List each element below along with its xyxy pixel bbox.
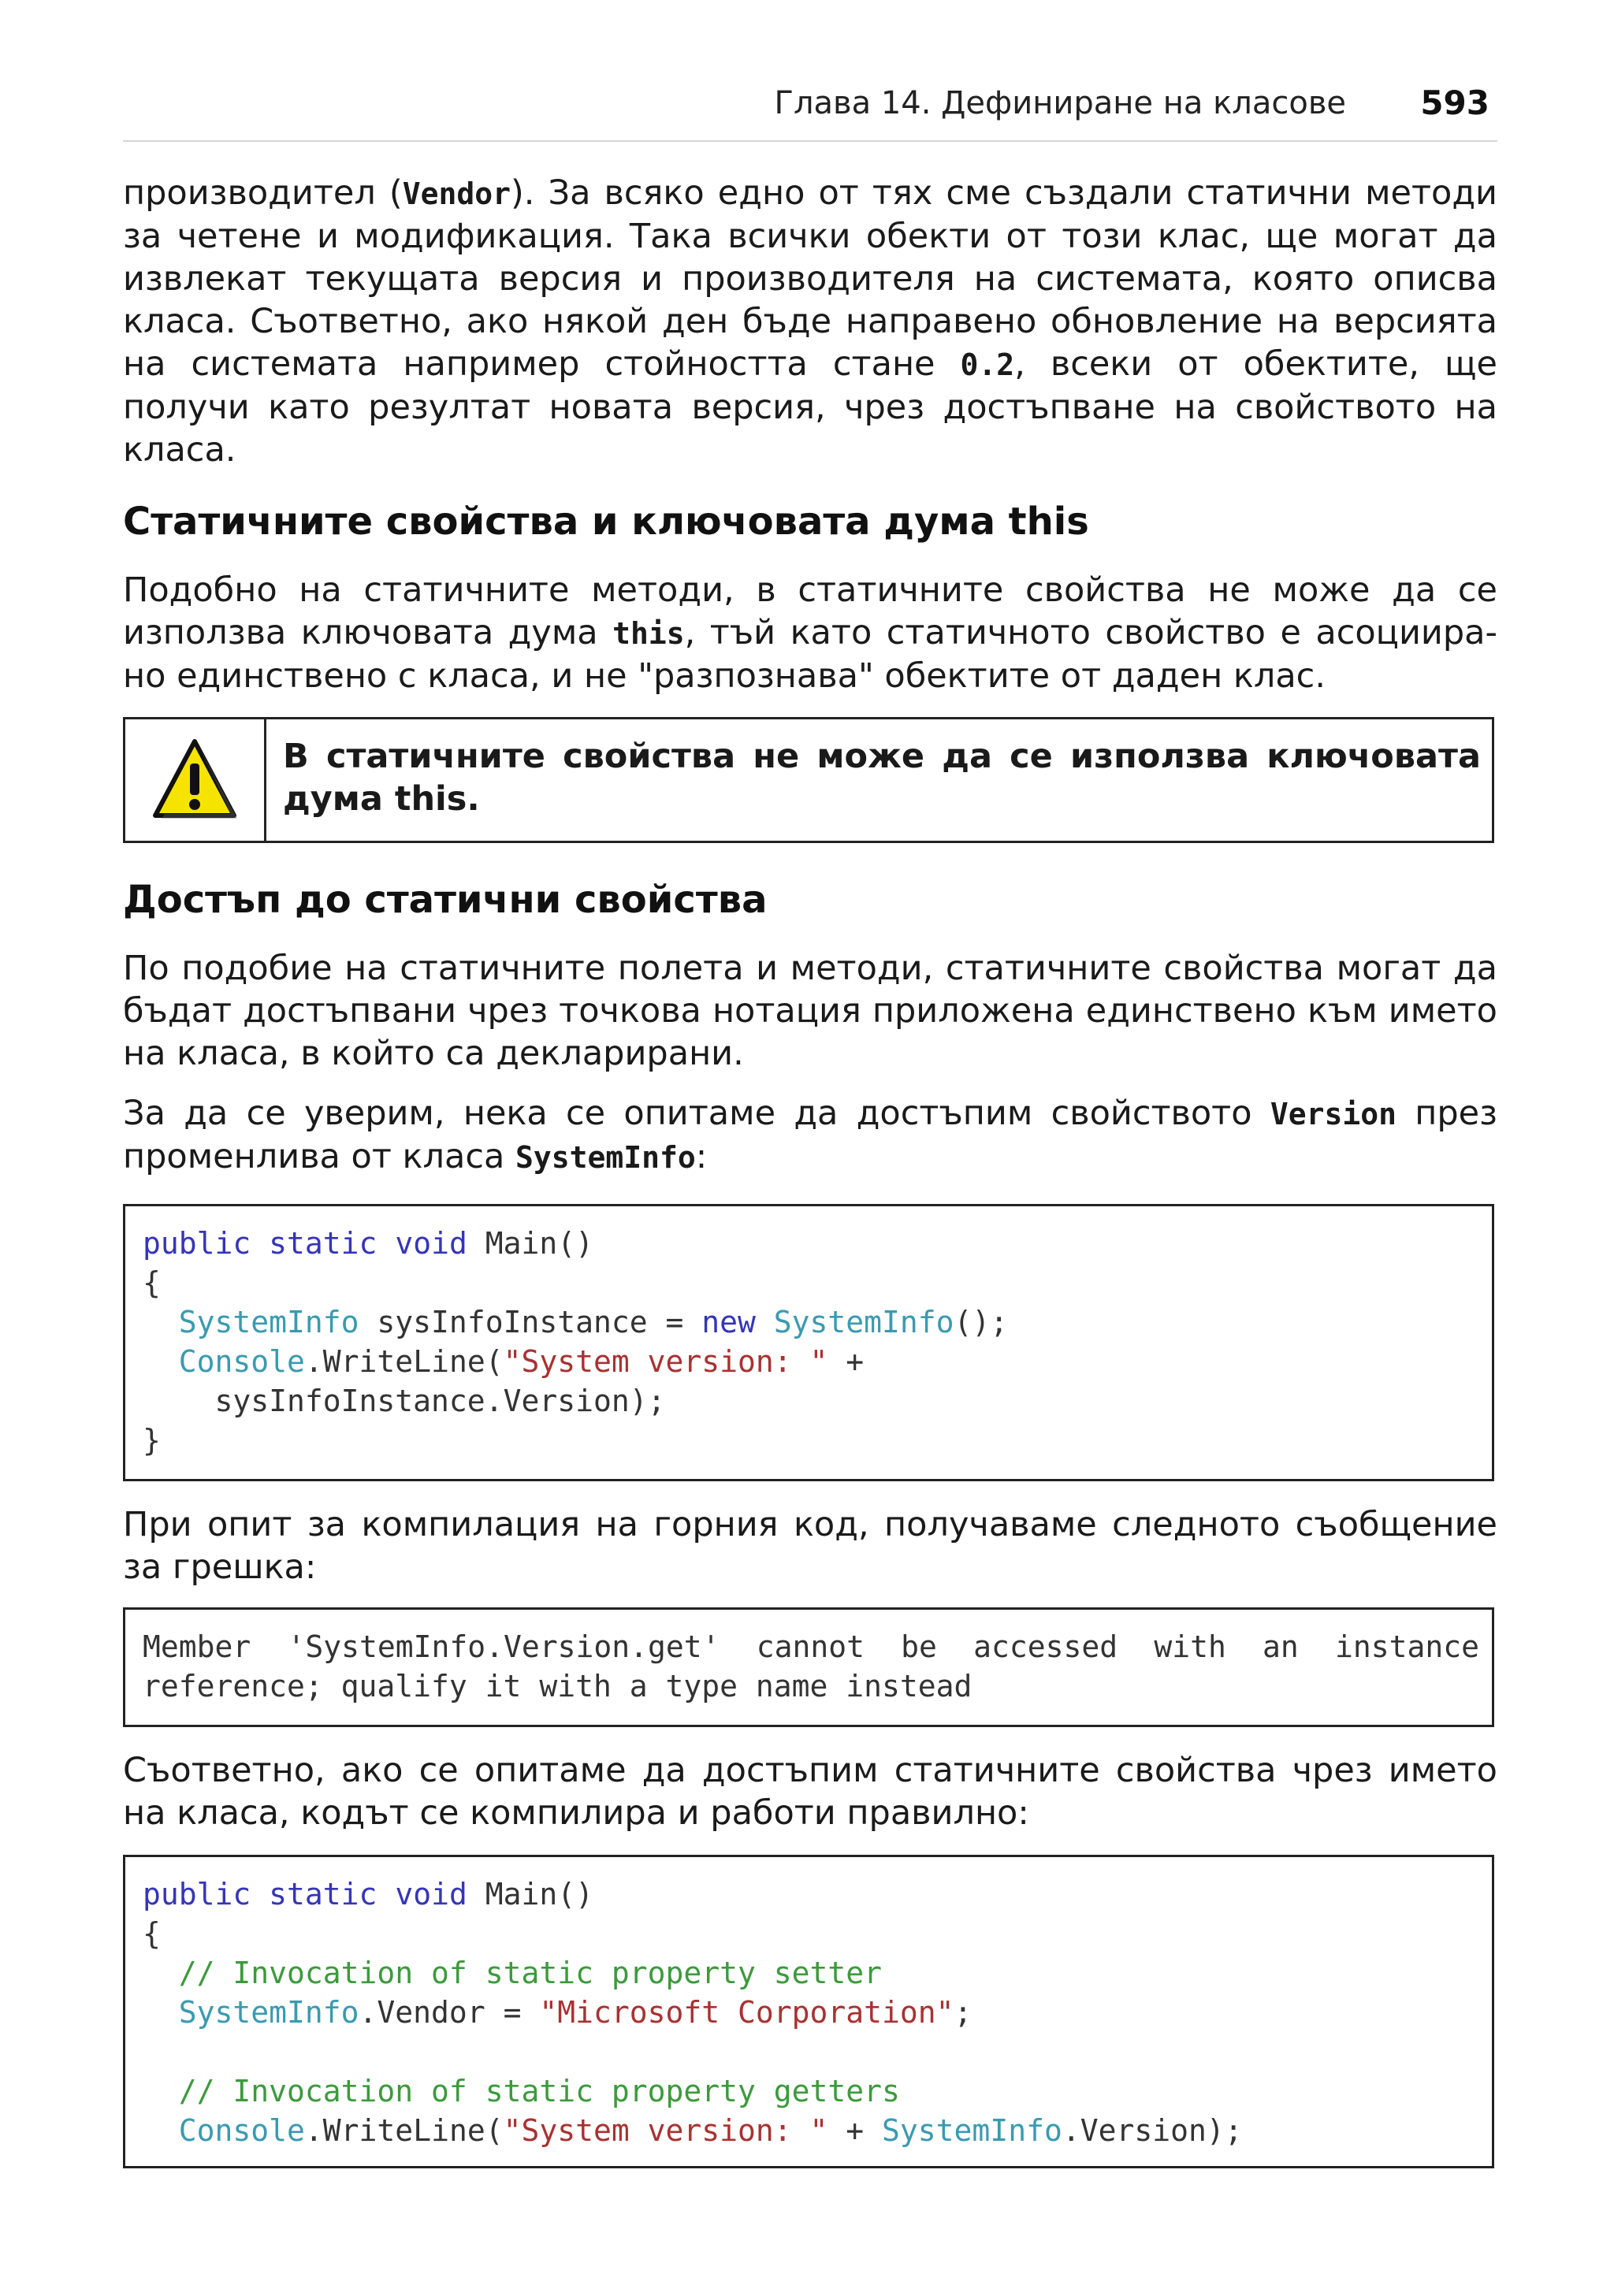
paragraph-compile-error-intro: При опит за компилация на горния код, получаваме следното съобщение за грешка: <box>123 1505 1497 1587</box>
warning-text: В статичните свойства не може да се използва ключовата дума this. <box>283 737 1481 819</box>
section-heading-static-this: Статичните свойства и ключовата дума this <box>123 500 1089 544</box>
error-message: Member 'SystemInfo.Version.get' cannot be accessed with an instance reference; qualify it with a type name instead <box>143 1629 1479 1703</box>
code-listing-2: public static void Main() { // Invocation of static property setter SystemInfo.Vendor = "Microsoft Corporation"; // Invocation of static property getters Console.WriteLine("System version: " + SystemInfo.Version); <box>143 1877 1243 2148</box>
inline-code-version-value: 0.2 <box>960 347 1015 382</box>
page-number: 593 <box>1420 84 1489 122</box>
page-header <box>123 79 1497 142</box>
chapter-title: Глава 14. Дефиниране на класове <box>774 85 1346 121</box>
inline-code-vendor: Vendor <box>402 176 511 211</box>
warning-box <box>123 717 1494 843</box>
section2-paragraph-1: По подобие на статичните полета и методи, статичните свойства могат да бъдат достъпвани чрез точкова нотация приложена единствено към името на класа, в който са декларирани. <box>123 949 1497 1073</box>
code-listing-1: public static void Main() { SystemInfo sysInfoInstance = new SystemInfo(); Console.WriteLine("System version: " + sysInfoInstance.Version); } <box>143 1226 1009 1458</box>
code-block-1 <box>123 1204 1494 1481</box>
error-message-box <box>123 1607 1494 1727</box>
section1-paragraph: Подобно на статичните методи, в статичните свойства не може да се използва ключовата дума this, тъй като статичното свойство е асоциира-но единствено с класа, и не "разпознава" обектите от даден клас. <box>123 570 1497 696</box>
inline-code-this: this <box>612 616 685 651</box>
code-block-2 <box>123 1855 1494 2168</box>
section-heading-access: Достъп до статични свойства <box>123 878 768 922</box>
section2-paragraph-2: За да се уверим, нека се опитаме да достъпим свойството Version през променлива от класа SystemInfo: <box>123 1094 1497 1176</box>
warning-icon-cell <box>125 719 266 841</box>
inline-code-version: Version <box>1270 1097 1396 1131</box>
intro-paragraph: производител (Vendor). За всяко едно от тях сме създали статични методи за четене и модификация. Така всички обекти от този клас, ще могат да извлекат текущата версия и производителя на системата, която описва класа. Съответно, ако някой ден бъде направено обновление на версията на системата например стойността стане 0.2, всеки от обектите, ще получи като резултат новата версия, чрез достъпване на свойството на класа. <box>123 173 1498 470</box>
warning-icon <box>151 737 239 822</box>
paragraph-correct-usage-intro: Съответно, ако се опитаме да достъпим статичните свойства чрез името на класа, кодът се компилира и работи правилно: <box>123 1751 1497 1833</box>
inline-code-systeminfo: SystemInfo <box>515 1140 696 1175</box>
